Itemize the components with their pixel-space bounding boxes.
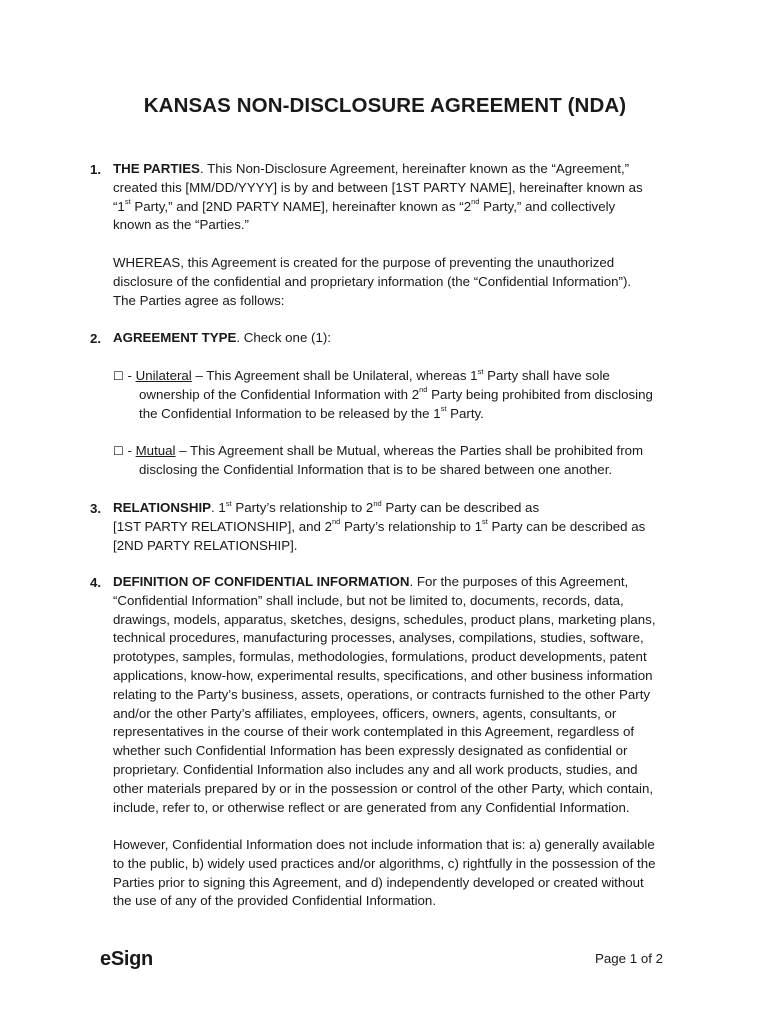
section-1-number: 1.: [90, 162, 102, 177]
whereas-line-3: The Parties agree as follows:: [113, 292, 285, 308]
however-line: to the public, b) widely used practices and/or algorithms, c) rightfully in the possession of the: [113, 855, 656, 871]
section-3-body: RELATIONSHIP. 1st Party’s relationship to 2nd Party can be described as [1ST PARTY RELATIONSHIP], and 2nd Party’s relationship to 1st Party can be described as [2ND PARTY RELATIONSHIP].: [113, 499, 688, 555]
section-4-line: other materials prepared by or in the possession or control of the other Party, which contain,: [113, 780, 654, 796]
mutual-label: Mutual: [135, 443, 176, 458]
section-4-line: representatives in the course of their work contemplated in this Agreement, regardless of: [113, 724, 635, 740]
however-line: Parties prior to signing this Agreement, and d) independently developed or created without: [113, 874, 644, 890]
section-4-line: drawings, models, apparatus, sketches, designs, schedules, product plans, marketing plans,: [113, 611, 656, 627]
section-3-number: 3.: [90, 501, 102, 516]
option-unilateral: ☐ - Unilateral – This Agreement shall be Unilateral, whereas 1st Party shall have sole ownership of the Confidential Information with 2nd Party being prohibited from disclosing the Confidential Information to be released by the 1st Party.: [113, 366, 653, 421]
section-4-body: DEFINITION OF CONFIDENTIAL INFORMATION. For the purposes of this Agreement, “Confidential Information” shall include, but not be limited to, documents, records, data, drawings, models, apparatus, sketches, designs, schedules, product plans, marketing plans, technical procedures, manufacturing processes, analyses, compilations, studies, software, prototypes, samples, formulas, methodologies, formulations, product developments, patent applications, know-how, experimental results, specifications, and other business information relating to the Party’s business, assets, operations, or contracts furnished to the other Party and/or the other Party’s affiliates, employees, officers, owners, agents, consultants, or representatives in the course of their work contemplated in this Agreement, regardless of whether such Confidential Information has been expressly designated as confidential or proprietary. Confidential Information also includes any and all work products, studies, and other materials prepared by or in the possession or control of the other Party, which contain, include, refer to, or otherwise reflect or are generated from any Confidential Information.: [113, 573, 688, 817]
section-4-line: applications, know-how, experimental results, specifications, and other business information: [113, 667, 653, 683]
section-2-number: 2.: [90, 331, 102, 346]
section-4-line: “Confidential Information” shall include, but not be limited to, documents, records, data,: [113, 592, 624, 608]
section-3-line-3: [2ND PARTY RELATIONSHIP].: [113, 537, 298, 553]
section-3-heading: RELATIONSHIP: [113, 500, 212, 515]
whereas-line-2: disclosure of the confidential and proprietary information (the “Confidential Information”).: [113, 273, 632, 289]
section-4-line: technical procedures, manufacturing processes, analyses, compilations, studies, software,: [113, 630, 644, 646]
section-2-heading: AGREEMENT TYPE: [113, 330, 237, 345]
mutual-line-2: disclosing the Confidential Information that is to be shared between one another.: [139, 461, 613, 477]
unilateral-checkbox[interactable]: ☐: [113, 369, 124, 383]
option-mutual: ☐ - Mutual – This Agreement shall be Mutual, whereas the Parties shall be prohibited from disclosing the Confidential Information that is to be shared between one another.: [113, 442, 688, 480]
section-2-body: AGREEMENT TYPE. Check one (1):: [113, 330, 331, 345]
section-4-line: and/or the other Party’s affiliates, employees, officers, owners, agents, consultants, or: [113, 705, 617, 721]
unilateral-label: Unilateral: [135, 368, 192, 383]
section-1-line-4: known as the “Parties.”: [113, 217, 249, 233]
section-1-line-1: . This Non-Disclosure Agreement, hereinafter known as the “Agreement,”: [199, 161, 630, 176]
section-1-line-2: created this [MM/DD/YYYY] is by and between [1ST PARTY NAME], hereinafter known as: [113, 179, 643, 195]
however-line: However, Confidential Information does not include information that is: a) generally available: [113, 837, 655, 852]
whereas-line-1: WHEREAS, this Agreement is created for the purpose of preventing the unauthorized: [113, 255, 615, 270]
section-1-body: [113, 160, 688, 235]
section-4-heading: DEFINITION OF CONFIDENTIAL INFORMATION: [113, 574, 410, 589]
section-4-line: relating to the Party’s business, assets, operations, or contracts furnished to the other Party: [113, 686, 651, 702]
section-4-line: proprietary. Confidential Information also includes any and all work products, studies, and: [113, 761, 638, 777]
section-4-number: 4.: [90, 575, 102, 590]
section-4-line: prototypes, samples, formulas, methodologies, formulations, product developments, patent: [113, 649, 647, 665]
esign-logo: eSign: [100, 948, 153, 970]
section-4-line: include, refer to, or otherwise reflect or are generated from any Confidential Information.: [113, 799, 630, 815]
whereas-paragraph: [113, 254, 688, 310]
section-1-heading: THE PARTIES: [113, 161, 200, 176]
mutual-checkbox[interactable]: ☐: [113, 444, 124, 458]
page-number: Page 1 of 2: [595, 951, 664, 966]
however-line: the use of any of the provided Confidential Information.: [113, 893, 437, 909]
section-4-line: whether such Confidential Information has been expressly designated as confidential or: [113, 743, 628, 759]
however-paragraph: [113, 836, 688, 911]
document-title: KANSAS NON-DISCLOSURE AGREEMENT (NDA): [143, 94, 627, 117]
section-1-line-3: “1st Party,” and [2ND PARTY NAME], hereinafter known as “2nd Party,” and collectively: [113, 197, 616, 214]
